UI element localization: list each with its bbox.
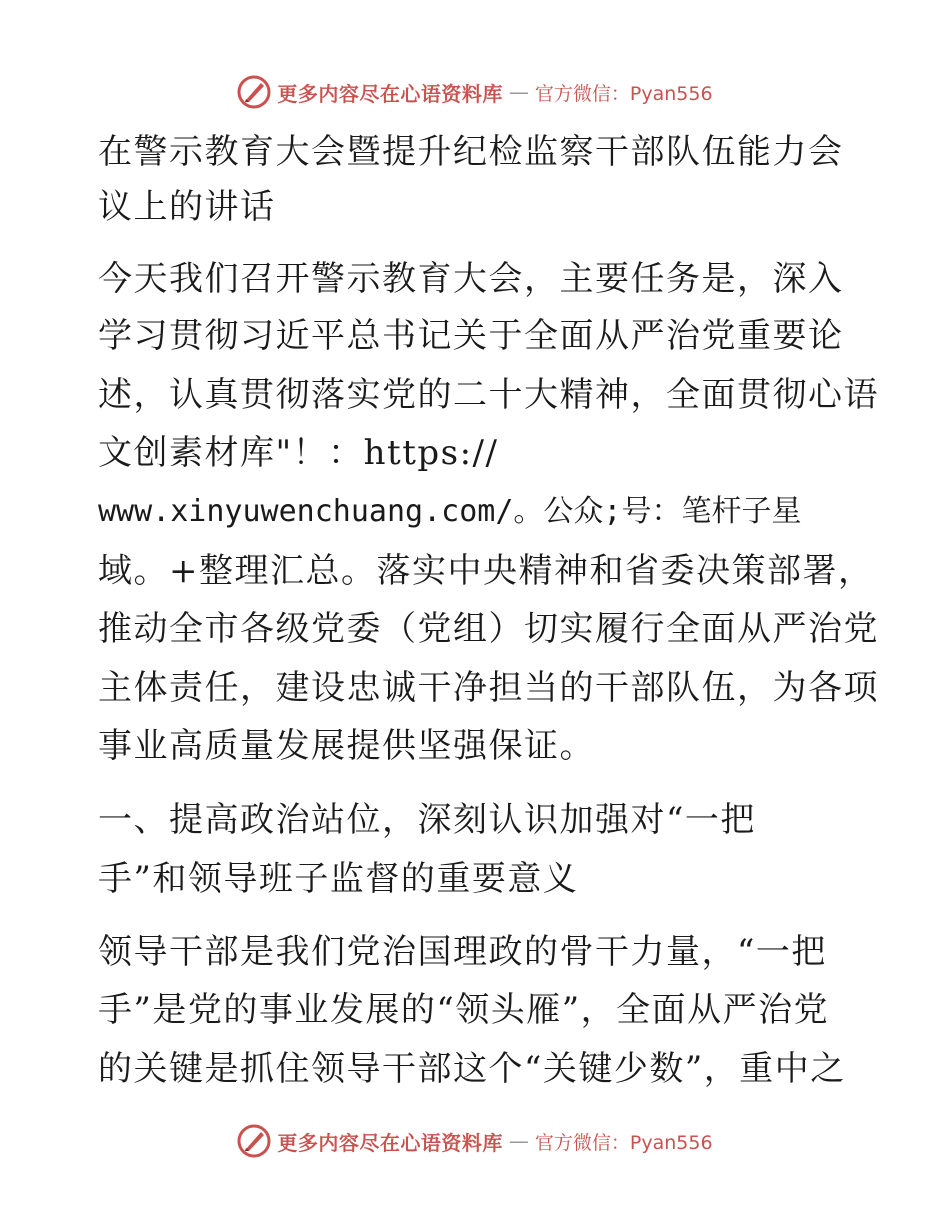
watermark-wechat-text: 官方微信：Pyan556 bbox=[534, 1131, 713, 1154]
para1-line-4: 文创素材库"！：https:// bbox=[98, 433, 499, 473]
para1-line-7: 推动全市各级党委（党组）切实履行全面从严治党 bbox=[98, 609, 879, 649]
para1-line-8: 主体责任，建设忠诚干净担当的干部队伍，为各项 bbox=[98, 668, 879, 708]
heading1-line-1: 一、提高政治站位，深刻认识加强对“一把 bbox=[98, 800, 756, 840]
quill-logo-icon bbox=[237, 1124, 271, 1158]
footer-watermark bbox=[0, 1121, 950, 1161]
watermark-dash: — bbox=[508, 1129, 529, 1153]
watermark-brand-text: 更多内容尽在心语资料库 bbox=[277, 1130, 503, 1155]
para2-line-3: 的关键是抓住领导干部这个“关键少数”，重中之 bbox=[98, 1049, 846, 1089]
watermark-brand-text: 更多内容尽在心语资料库 bbox=[277, 81, 503, 106]
para1-line-3: 述，认真贯彻落实党的二十大精神，全面贯彻心语 bbox=[98, 375, 879, 415]
para1-line-5: www.xinyuwenchuang.com/。公众;号：笔杆子星 bbox=[98, 494, 802, 529]
heading1-line-2: 手”和领导班子监督的重要意义 bbox=[98, 859, 579, 899]
para1-line-1: 今天我们召开警示教育大会，主要任务是，深入 bbox=[98, 259, 844, 299]
quill-logo-icon bbox=[237, 75, 271, 109]
para1-line-6: 域。+整理汇总。落实中央精神和省委决策部署， bbox=[98, 551, 874, 591]
para1-line-2: 学习贯彻习近平总书记关于全面从严治党重要论 bbox=[98, 316, 844, 356]
header-watermark bbox=[0, 72, 950, 112]
para1-line-9: 事业高质量发展提供坚强保证。 bbox=[98, 726, 595, 766]
title-line-1: 在警示教育大会暨提升纪检监察干部队伍能力会 bbox=[98, 132, 844, 172]
title-line-2: 议上的讲话 bbox=[98, 187, 276, 227]
para2-line-2: 手”是党的事业发展的“领头雁”，全面从严治党 bbox=[98, 990, 830, 1030]
watermark-wechat-text: 官方微信：Pyan556 bbox=[534, 82, 713, 105]
para2-line-1: 领导干部是我们党治国理政的骨干力量，“一把 bbox=[98, 932, 827, 972]
watermark-dash: — bbox=[508, 80, 529, 104]
